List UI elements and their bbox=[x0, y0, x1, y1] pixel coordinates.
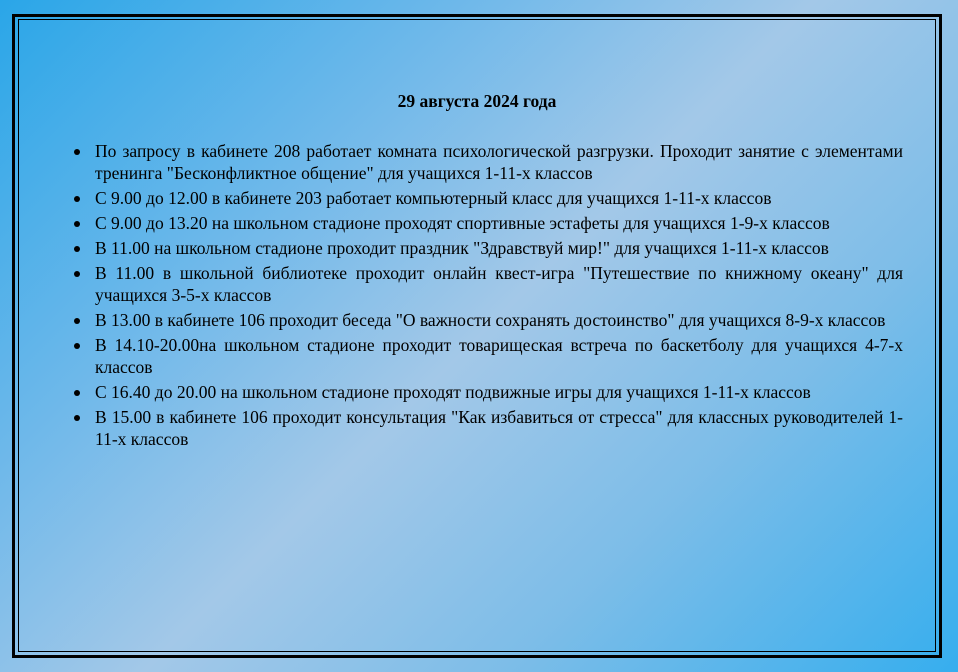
bullet-icon bbox=[74, 318, 80, 324]
bullet-icon bbox=[74, 390, 80, 396]
bullet-icon bbox=[74, 221, 80, 227]
event-item bbox=[74, 140, 903, 184]
event-text: В 15.00 в кабинете 106 проходит консультация "Как избавиться от стресса" для классных руководителей 1-11-х классов bbox=[95, 407, 903, 449]
event-item bbox=[74, 381, 903, 403]
event-item bbox=[74, 262, 903, 306]
bullet-icon bbox=[74, 246, 80, 252]
event-text: По запросу в кабинете 208 работает комната психологической разгрузки. Проходит занятие с элементами тренинга "Бесконфликтное общение" для учащихся 1-11-х классов bbox=[95, 141, 903, 183]
bullet-icon bbox=[74, 271, 80, 277]
event-text: В 14.10-20.00на школьном стадионе проходит товарищеская встреча по баскетболу для учащихся 4-7-х классов bbox=[95, 335, 903, 377]
event-item bbox=[74, 406, 903, 450]
event-item bbox=[74, 187, 903, 209]
event-item bbox=[74, 212, 903, 234]
event-item bbox=[74, 334, 903, 378]
page-title: 29 августа 2024 года bbox=[397, 91, 557, 111]
event-item bbox=[74, 309, 903, 331]
event-text: В 13.00 в кабинете 106 проходит беседа "О важности сохранять достоинство" для учащихся 8-9-х классов bbox=[95, 310, 886, 330]
bullet-icon bbox=[74, 196, 80, 202]
bullet-icon bbox=[74, 149, 80, 155]
event-text: В 11.00 на школьном стадионе проходит праздник "Здравствуй мир!" для учащихся 1-11-х классов bbox=[95, 238, 829, 258]
bullet-icon bbox=[74, 415, 80, 421]
event-text: С 9.00 до 13.20 на школьном стадионе проходят спортивные эстафеты для учащихся 1-9-х классов bbox=[95, 213, 830, 233]
event-item bbox=[74, 237, 903, 259]
announcement-content bbox=[18, 19, 936, 652]
events-list bbox=[74, 140, 903, 453]
event-text: В 11.00 в школьной библиотеке проходит онлайн квест-игра "Путешествие по книжному океану" для учащихся 3-5-х классов bbox=[95, 263, 903, 305]
event-text: С 9.00 до 12.00 в кабинете 203 работает компьютерный класс для учащихся 1-11-х классов bbox=[95, 188, 772, 208]
event-text: С 16.40 до 20.00 на школьном стадионе проходят подвижные игры для учащихся 1-11-х классов bbox=[95, 382, 811, 402]
bullet-icon bbox=[74, 343, 80, 349]
